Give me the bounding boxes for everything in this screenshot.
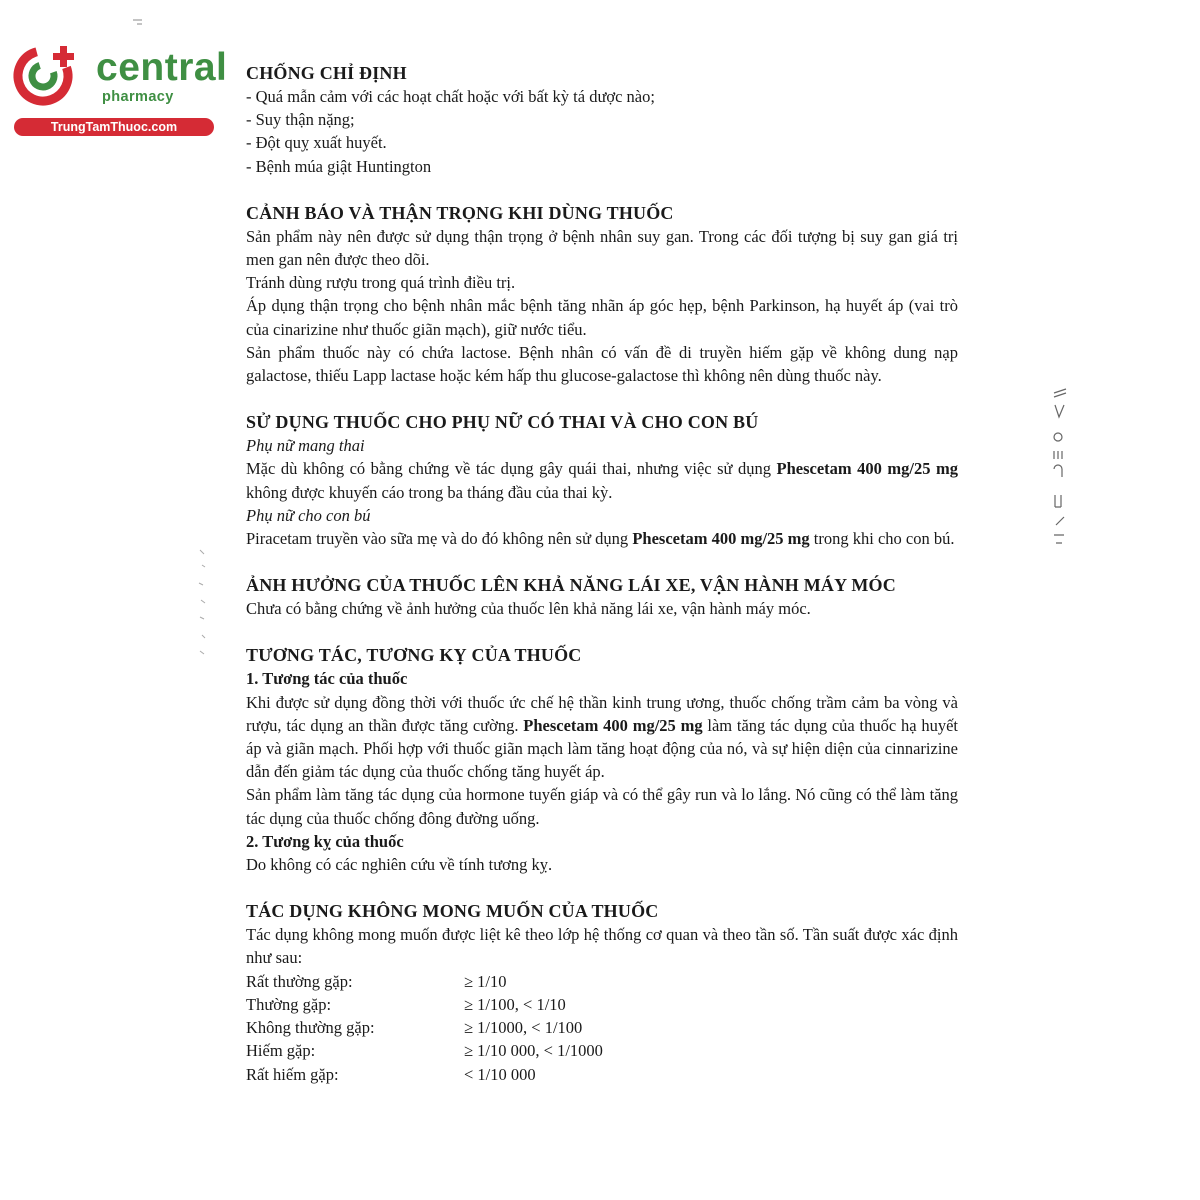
section-adverse-effects xyxy=(246,900,958,1085)
list-item: - Suy thận nặng; xyxy=(246,110,355,130)
paragraph xyxy=(246,691,958,784)
frequency-label: Thường gặp: xyxy=(246,994,332,1014)
frequency-value: ≥ 1/10 000, < 1/1000 xyxy=(464,1041,603,1061)
paragraph: Chưa có bằng chứng về ảnh hưởng của thuốc lên khả năng lái xe, vận hành máy móc. xyxy=(246,599,811,619)
text-run: Khi được sử dụng đồng thời với thuốc ức chế hệ thần kinh trung ương, thuốc chống trầm cảm ba vòng và rượu, tác dụng an thần được tăng cường. xyxy=(246,692,958,735)
text-run: không được khuyến cáo trong ba tháng đầu của thai kỳ. xyxy=(246,482,613,502)
frequency-label: Rất thường gặp: xyxy=(246,971,353,991)
frequency-row xyxy=(246,970,958,993)
frequency-row xyxy=(246,1016,958,1039)
section-heading: SỬ DỤNG THUỐC CHO PHỤ NỮ CÓ THAI VÀ CHO CON BÚ xyxy=(246,412,759,433)
frequency-label: Hiếm gặp: xyxy=(246,1041,316,1061)
list-item: - Quá mẫn cảm với các hoạt chất hoặc với bất kỳ tá dược nào; xyxy=(246,87,655,106)
text-run: Mặc dù không có bằng chứng về tác dụng gây quái thai, nhưng việc sử dụng xyxy=(246,459,777,479)
leaflet-content xyxy=(246,62,958,1110)
paragraph: Sản phẩm làm tăng tác dụng của hormone tuyến giáp và có thể gây run và lo lắng. Nó cũng có thể làm tăng tác dụng của thuốc chống đông đường uống. xyxy=(246,785,958,828)
subheading-nursing: Phụ nữ cho con bú xyxy=(246,505,371,525)
subheading-incompatibilities: 2. Tương kỵ của thuốc xyxy=(246,831,404,851)
frequency-row xyxy=(246,1063,958,1086)
paragraph: Tác dụng không mong muốn được liệt kê theo lớp hệ thống cơ quan và theo tần số. Tần suất được xác định như sau: xyxy=(246,925,958,968)
section-driving xyxy=(246,574,958,620)
product-name: Phescetam 400 mg/25 mg xyxy=(632,529,810,549)
section-heading: TƯƠNG TÁC, TƯƠNG KỴ CỦA THUỐC xyxy=(246,645,582,666)
frequency-value: ≥ 1/100, < 1/10 xyxy=(464,994,566,1014)
paragraph: Tránh dùng rượu trong quá trình điều trị. xyxy=(246,273,516,293)
section-heading: CẢNH BÁO VÀ THẬN TRỌNG KHI DÙNG THUỐC xyxy=(246,202,674,223)
product-name: Phescetam 400 mg/25 mg xyxy=(523,715,703,735)
frequency-value: ≥ 1/10 xyxy=(464,971,507,991)
frequency-value: < 1/10 000 xyxy=(464,1064,536,1084)
paragraph xyxy=(246,457,958,503)
frequency-row xyxy=(246,1039,958,1062)
paragraph: Áp dụng thận trọng cho bệnh nhân mắc bệnh tăng nhãn áp góc hẹp, bệnh Parkinson, hạ huyết áp (vai trò của cinarizine như thuốc giãn mạch), giữ nước tiểu. xyxy=(246,296,958,339)
scan-noise-icon xyxy=(196,545,210,660)
frequency-label: Không thường gặp: xyxy=(246,1018,375,1038)
brand-name: central xyxy=(96,46,228,89)
edge-bleed-icon xyxy=(1050,385,1072,555)
list-item: - Đột quỵ xuất huyết. xyxy=(246,133,387,153)
frequency-value: ≥ 1/1000, < 1/100 xyxy=(464,1018,583,1038)
brand-logo xyxy=(10,38,228,138)
section-interactions xyxy=(246,644,958,876)
text-run: trong khi cho con bú. xyxy=(809,529,955,549)
frequency-table xyxy=(246,970,958,1086)
section-warnings xyxy=(246,202,958,387)
list-item: - Bệnh múa giật Huntington xyxy=(246,156,432,176)
section-heading: ẢNH HƯỞNG CỦA THUỐC LÊN KHẢ NĂNG LÁI XE, VẬN HÀNH MÁY MÓC xyxy=(246,575,896,596)
brand-url-badge: TrungTamThuoc.com xyxy=(14,118,214,136)
subheading-interactions: 1. Tương tác của thuốc xyxy=(246,669,408,689)
section-contraindications xyxy=(246,62,958,178)
paragraph: Sản phẩm thuốc này có chứa lactose. Bệnh nhân có vấn đề di truyền hiếm gặp về không dung nạp galactose, thiếu Lapp lactase hoặc kém hấp thu glucose-galactose thì không nên dùng thuốc này. xyxy=(246,342,958,386)
text-run: làm tăng tác dụng của thuốc hạ huyết áp và giãn mạch. Phối hợp với thuốc giãn mạch làm tăng hoạt động của nó, và sự hiện diện của cinnarizine dẫn đến giảm tác dụng của thuốc chống tăng huyết áp. xyxy=(246,715,958,782)
product-name: Phescetam 400 mg/25 mg xyxy=(776,459,958,479)
paragraph: Sản phẩm này nên được sử dụng thận trọng ở bệnh nhân suy gan. Trong các đối tượng bị suy gan giá trị men gan nên được theo dõi. xyxy=(246,226,958,270)
section-heading: TÁC DỤNG KHÔNG MONG MUỐN CỦA THUỐC xyxy=(246,901,659,922)
section-pregnancy xyxy=(246,411,958,550)
frequency-label: Rất hiếm gặp: xyxy=(246,1064,339,1084)
paragraph: Do không có các nghiên cứu về tính tương kỵ. xyxy=(246,855,553,875)
text-run: Piracetam truyền vào sữa mẹ và do đó không nên sử dụng xyxy=(246,529,633,549)
scan-mark-icon xyxy=(132,18,144,28)
brand-subtitle: pharmacy xyxy=(102,89,174,105)
paragraph xyxy=(246,527,958,550)
subheading-pregnant: Phụ nữ mang thai xyxy=(246,436,365,456)
central-pharmacy-logo-icon xyxy=(10,40,90,110)
section-heading: CHỐNG CHỈ ĐỊNH xyxy=(246,63,407,83)
frequency-row xyxy=(246,993,958,1016)
